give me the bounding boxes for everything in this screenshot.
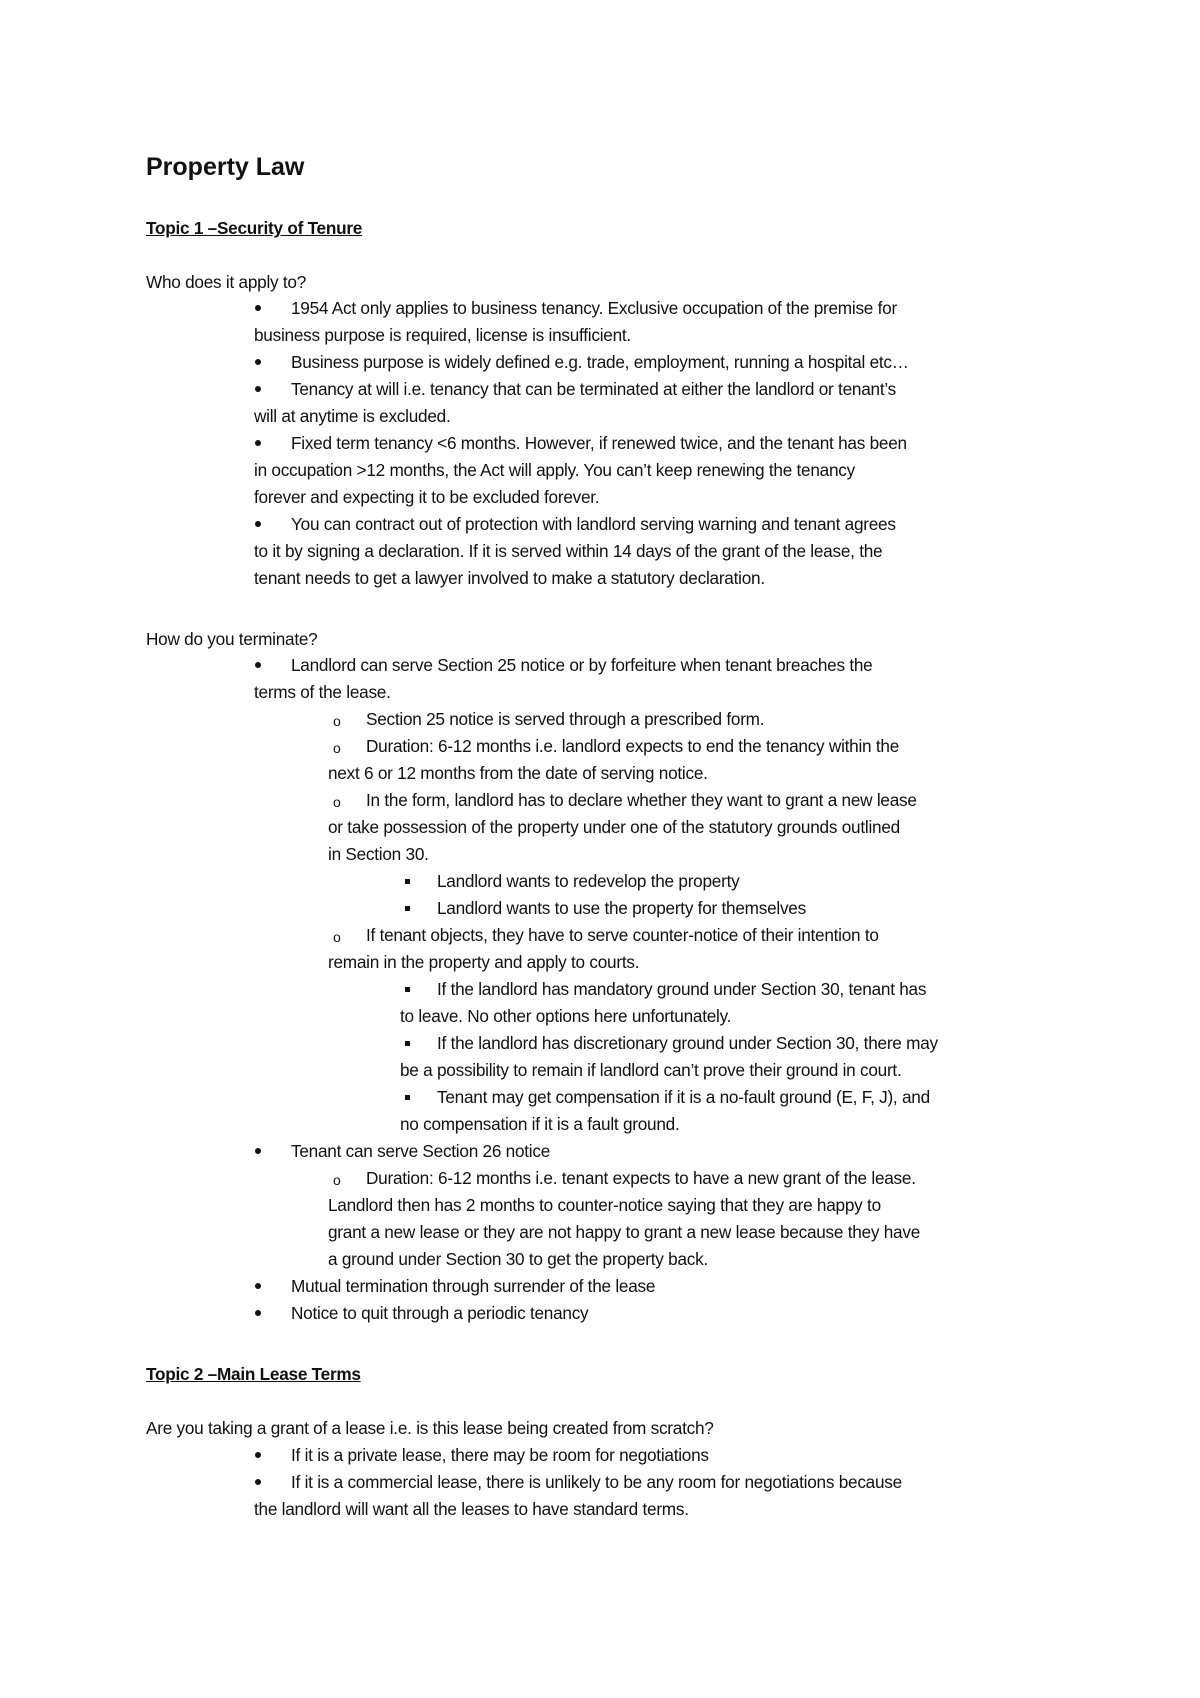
list-item-text: If the landlord has mandatory ground under Section 30, tenant has: [437, 979, 927, 999]
list-item-text: will at anytime is excluded.: [254, 406, 451, 426]
square-bullet-icon: [405, 906, 410, 911]
list-item-text: a ground under Section 30 to get the property back.: [328, 1249, 708, 1269]
list-item-text: Duration: 6-12 months i.e. tenant expects to have a new grant of the lease.: [366, 1168, 916, 1188]
bullet-icon: [255, 521, 261, 527]
list-item-text: tenant needs to get a lawyer involved to make a statutory declaration.: [254, 568, 765, 588]
bullet-icon: [255, 662, 261, 668]
list-item-text: In the form, landlord has to declare whether they want to grant a new lease: [366, 790, 917, 810]
list-item-text: 1954 Act only applies to business tenancy. Exclusive occupation of the premise for: [291, 298, 897, 318]
list-item-text: business purpose is required, license is insufficient.: [254, 325, 631, 345]
sub-bullet-icon: o: [333, 929, 341, 945]
bullet-icon: [255, 440, 261, 446]
bullet-icon: [255, 305, 261, 311]
list-item-text: Duration: 6-12 months i.e. landlord expects to end the tenancy within the: [366, 736, 900, 756]
section-question: Are you taking a grant of a lease i.e. is this lease being created from scratch?: [146, 1418, 714, 1438]
square-bullet-icon: [405, 1095, 410, 1100]
list-item-text: You can contract out of protection with landlord serving warning and tenant agrees: [291, 514, 896, 534]
section-question: How do you terminate?: [146, 629, 318, 649]
bullet-icon: [255, 1283, 261, 1289]
list-item-text: be a possibility to remain if landlord can’t prove their ground in court.: [400, 1060, 902, 1080]
list-item-text: in Section 30.: [328, 844, 429, 864]
bullet-icon: [255, 1452, 261, 1458]
list-item-text: Landlord wants to use the property for themselves: [437, 898, 806, 918]
bullet-icon: [255, 1479, 261, 1485]
list-item-text: Mutual termination through surrender of the lease: [291, 1276, 656, 1296]
list-item-text: If the landlord has discretionary ground under Section 30, there may: [437, 1033, 938, 1053]
square-bullet-icon: [405, 879, 410, 884]
list-item-text: in occupation >12 months, the Act will apply. You can’t keep renewing the tenancy: [254, 460, 855, 480]
list-item-text: terms of the lease.: [254, 682, 391, 702]
sub-bullet-icon: o: [333, 713, 341, 729]
list-item-text: to leave. No other options here unfortunately.: [400, 1006, 732, 1026]
list-item-text: no compensation if it is a fault ground.: [400, 1114, 680, 1134]
list-item-text: Tenancy at will i.e. tenancy that can be terminated at either the landlord or tenant’s: [291, 379, 896, 399]
topic-heading: Topic 1 –Security of Tenure: [146, 218, 363, 238]
bullet-icon: [255, 386, 261, 392]
list-item-text: Tenant can serve Section 26 notice: [291, 1141, 551, 1161]
sub-bullet-icon: o: [333, 740, 341, 756]
list-item-text: Landlord then has 2 months to counter-notice saying that they are happy to: [328, 1195, 881, 1215]
list-item-text: forever and expecting it to be excluded forever.: [254, 487, 600, 507]
sub-bullet-icon: o: [333, 1172, 341, 1188]
list-item-text: remain in the property and apply to courts.: [328, 952, 640, 972]
list-item-text: next 6 or 12 months from the date of serving notice.: [328, 763, 708, 783]
list-item-text: or take possession of the property under one of the statutory grounds outlined: [328, 817, 900, 837]
list-item-text: If it is a private lease, there may be room for negotiations: [291, 1445, 709, 1465]
list-item-text: grant a new lease or they are not happy to grant a new lease because they have: [328, 1222, 921, 1242]
list-item-text: Section 25 notice is served through a prescribed form.: [366, 709, 765, 729]
list-item-text: Tenant may get compensation if it is a no-fault ground (E, F, J), and: [437, 1087, 930, 1107]
list-item-text: the landlord will want all the leases to have standard terms.: [254, 1499, 689, 1519]
list-item-text: If it is a commercial lease, there is unlikely to be any room for negotiations because: [291, 1472, 902, 1492]
bullet-icon: [255, 1310, 261, 1316]
sub-bullet-icon: o: [333, 794, 341, 810]
square-bullet-icon: [405, 1041, 410, 1046]
list-item-text: Business purpose is widely defined e.g. trade, employment, running a hospital etc…: [291, 352, 909, 372]
list-item-text: If tenant objects, they have to serve counter-notice of their intention to: [366, 925, 879, 945]
bullet-icon: [255, 1148, 261, 1154]
list-item-text: Notice to quit through a periodic tenancy: [291, 1303, 589, 1323]
section-question: Who does it apply to?: [146, 272, 307, 292]
list-item-text: Landlord wants to redevelop the property: [437, 871, 740, 891]
bullet-icon: [255, 359, 261, 365]
list-item-text: Fixed term tenancy <6 months. However, if renewed twice, and the tenant has been: [291, 433, 907, 453]
list-item-text: to it by signing a declaration. If it is served within 14 days of the grant of the lease, the: [254, 541, 883, 561]
square-bullet-icon: [405, 987, 410, 992]
list-item-text: Landlord can serve Section 25 notice or by forfeiture when tenant breaches the: [291, 655, 873, 675]
document-title: Property Law: [146, 153, 305, 181]
topic-heading: Topic 2 –Main Lease Terms: [146, 1364, 361, 1384]
